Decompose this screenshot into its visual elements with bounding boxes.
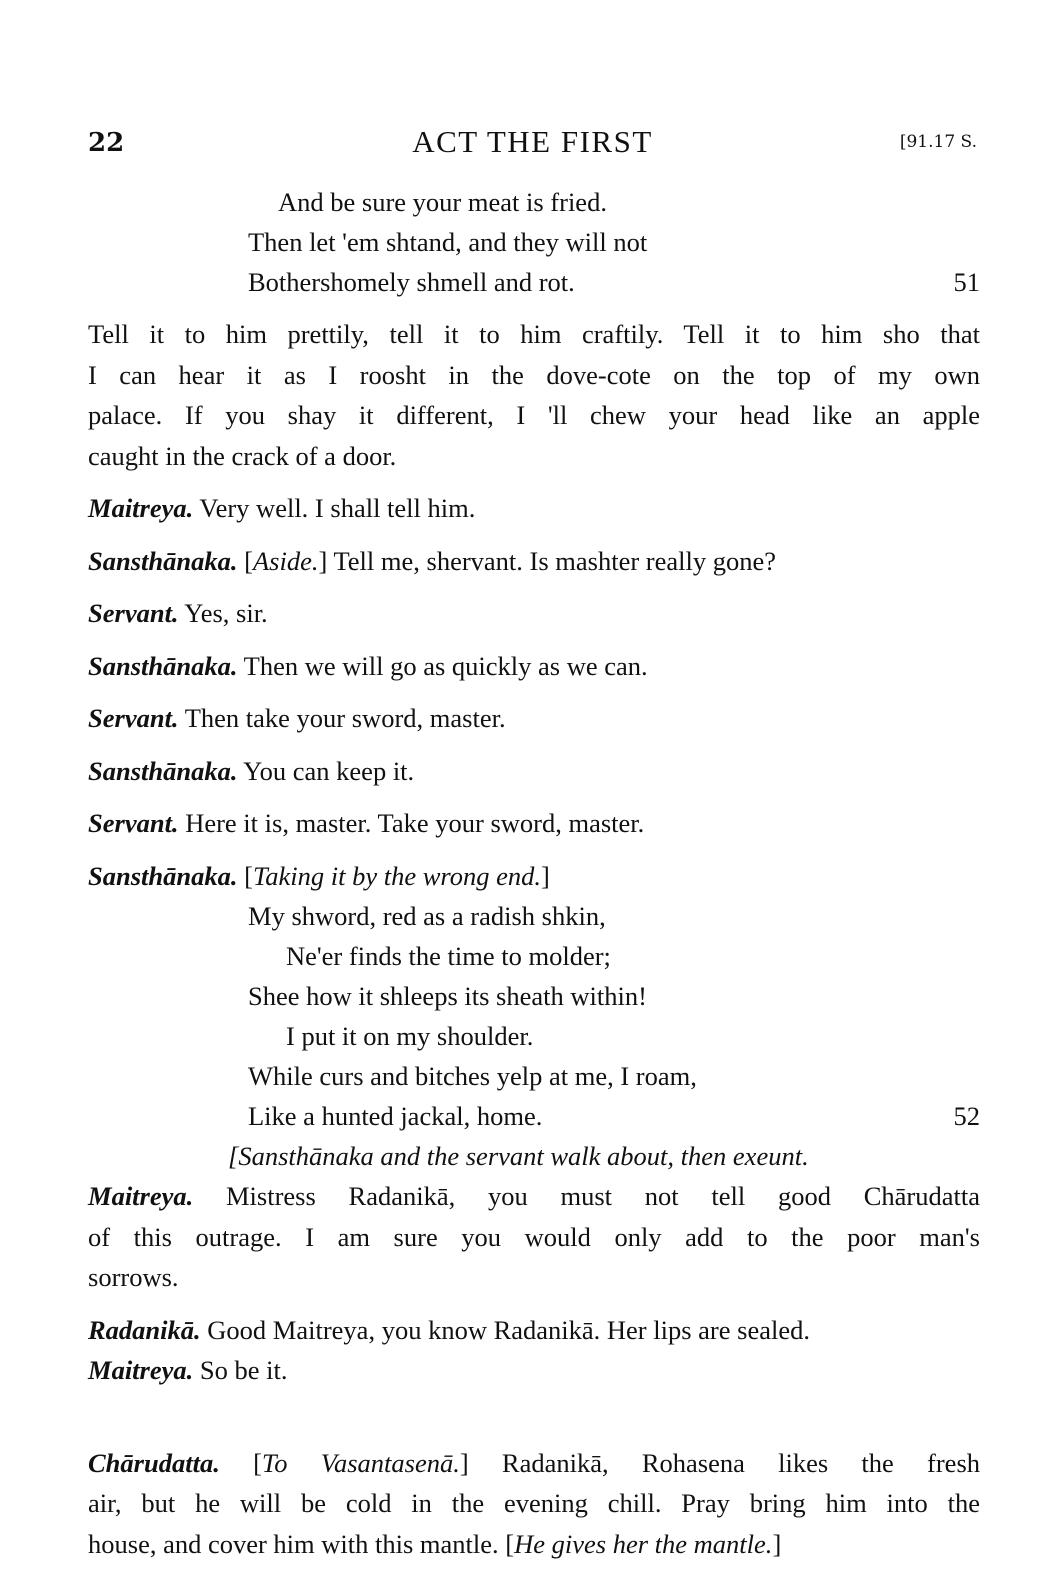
speaker-name: Servant.: [88, 598, 179, 628]
verse-number: 51: [953, 267, 980, 297]
verse-text: My shword, red as a radish shkin,: [248, 901, 606, 931]
speech-text: Very well. I shall tell him.: [193, 493, 476, 523]
dialogue-line: Sansthānaka. [Taking it by the wrong end.]: [88, 860, 550, 891]
prose-line: caught in the crack of a door.: [88, 440, 397, 471]
verse-text: Then let 'em shtand, and they will not: [248, 227, 648, 257]
speaker-name: Radanikā.: [88, 1314, 201, 1345]
prose-line: Tell it to him prettily, tell it to him craftily. Tell it to him sho that: [88, 319, 980, 349]
speaker-name: Sansthānaka.: [88, 545, 238, 576]
verse-line: [88, 182, 980, 222]
verse-text: Ne'er finds the time to molder;: [286, 941, 611, 971]
dialogue-line: [88, 698, 980, 739]
verse-text: Shee how it shleeps its sheath within!: [248, 981, 647, 1011]
verse-line: [88, 896, 980, 936]
verse-line: [88, 222, 980, 262]
dialogue-line: [88, 1176, 980, 1217]
dialogue-line: [88, 593, 980, 634]
verse-line: [88, 1056, 980, 1096]
speech-text: Good Maitreya, you know Radanikā. Her lips are sealed.: [200, 1314, 810, 1345]
section-reference: [91.17 S.: [899, 132, 977, 152]
speech-text: So be it.: [193, 1355, 288, 1385]
speaker-name: Sansthānaka.: [88, 860, 238, 891]
verse-text: I put it on my shoulder.: [286, 1021, 534, 1051]
dialogue-line: [88, 488, 980, 529]
exit-direction: [Sansthānaka and the servant walk about, then exeunt.: [228, 1141, 809, 1171]
stage-direction: Aside.: [252, 545, 319, 576]
speech-text: house, and cover him with this mantle. [: [88, 1528, 515, 1559]
stage-direction: Taking it by the wrong end.: [252, 860, 542, 891]
speech-text: ] Radanikā, Rohasena likes the fresh: [459, 1447, 981, 1478]
prose-line: air, but he will be cold in the evening chill. Pray bring him into the: [88, 1488, 980, 1518]
verse-number: 52: [953, 1101, 980, 1131]
speaker-name: Servant.: [88, 808, 179, 838]
page-body: [88, 182, 980, 1564]
speaker-name: Maitreya.: [88, 1355, 194, 1385]
dialogue-line: [88, 1310, 980, 1351]
prose-line: of this outrage. I am sure you would only add to the poor man's: [88, 1221, 980, 1252]
speech-text: Then take your sword, master.: [178, 703, 506, 733]
prose-line: sorrows.: [88, 1262, 179, 1292]
speech-text: ] Tell me, shervant. Is mashter really gone?: [318, 545, 777, 576]
dialogue-line: [88, 803, 980, 844]
speaker-name: Maitreya.: [88, 1181, 194, 1211]
stage-direction: He gives her the mantle.: [514, 1528, 773, 1559]
verse-text: Like a hunted jackal, home.: [248, 1101, 543, 1131]
speaker-name: Servant.: [88, 703, 179, 733]
verse-line: [88, 262, 980, 302]
page-header: [88, 124, 977, 164]
speech-text: Yes, sir.: [178, 598, 268, 628]
speaker-name: Maitreya.: [88, 493, 194, 523]
prose-line: I can hear it as I roosht in the dove-cote on the top of my own: [88, 359, 980, 390]
verse-text: And be sure your meat is fried.: [278, 187, 607, 217]
verse-text: While curs and bitches yelp at me, I roam,: [248, 1061, 697, 1091]
speaker-name: Chārudatta.: [88, 1447, 220, 1478]
speech-text: Then we will go as quickly as we can.: [237, 650, 648, 681]
prose-line: house, and cover him with this mantle. [He gives her the mantle.]: [88, 1528, 782, 1559]
verse-line: [88, 1016, 980, 1056]
dialogue-line: [88, 1350, 980, 1391]
dialogue-line: [88, 751, 980, 792]
speaker-name: Sansthānaka.: [88, 755, 238, 786]
speaker-name: Sansthānaka.: [88, 650, 238, 681]
speech-text: Mistress Radanikā, you must not tell good Chārudatta: [193, 1181, 980, 1211]
dialogue-line: Chārudatta. [To Vasantasenā.] Radanikā, Rohasena likes the fresh: [88, 1447, 981, 1478]
speech-text: You can keep it.: [237, 755, 415, 786]
prose-line: palace. If you shay it different, I 'll chew your head like an apple: [88, 400, 980, 430]
verse-line: [88, 936, 980, 976]
running-title: ACT THE FIRST: [412, 124, 653, 159]
dialogue-line: Sansthānaka. [Aside.] Tell me, shervant. Is mashter really gone?: [88, 545, 777, 576]
page-number: 22: [88, 128, 125, 158]
verse-line: [88, 1096, 980, 1136]
stage-direction: To Vasantasenā.: [261, 1447, 460, 1478]
verse-text: Bothershomely shmell and rot.: [248, 267, 575, 297]
dialogue-line: [88, 646, 980, 687]
verse-line: [88, 976, 980, 1016]
speech-text: Here it is, master. Take your sword, master.: [178, 808, 645, 838]
